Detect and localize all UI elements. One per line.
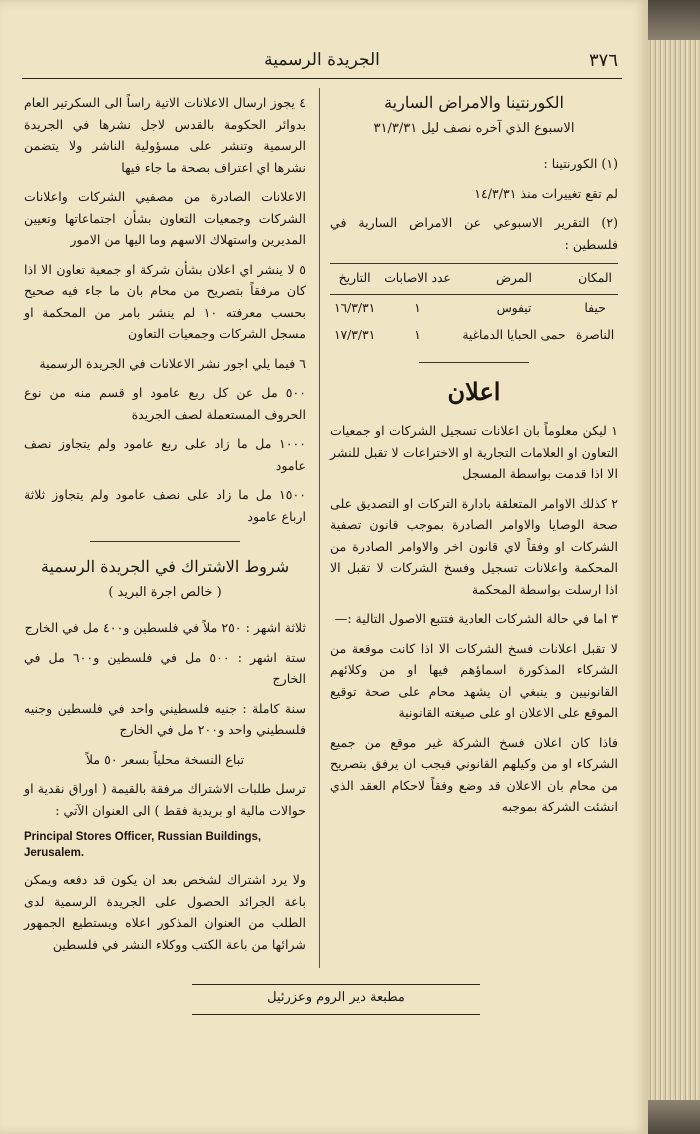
table-row [330, 294, 618, 322]
page-number: ٣٧٦ [588, 50, 618, 71]
table-cell: تيفوس [496, 300, 532, 315]
table-cell: ١٦/٣/٣١ [333, 300, 376, 315]
table-cell: الناصرة [575, 328, 615, 342]
quarantine-item2-text: (٢) التقرير الاسبوعي عن الامراض السارية في فلسطين : [330, 215, 618, 252]
right-column [330, 92, 618, 826]
page-header [22, 48, 622, 78]
book-edge-top [648, 0, 700, 40]
table-cell: حمى الحبايا الدماغية [462, 328, 566, 342]
disease-table [330, 263, 618, 350]
rate-line: ستة اشهر : ٥٠٠ مل في فلسطين و٦٠٠ مل في الخارج [24, 649, 306, 686]
table-header-cell: عدد الاصابات [379, 264, 456, 295]
rule-para6-title: ٦ فيما يلي اجور نشر الاعلانات في الجريدة الرسمية [39, 355, 306, 371]
announcement-para3-title: ٣ اما في حالة الشركات العادية فتتبع الاصول التالية :— [334, 611, 618, 626]
announcement-para3: لا تقبل اعلانات فسخ الشركات الا اذا كانت موقعة من الشركاء المذكورة اسماؤهم فيها او من وكلائهم القانونيين و ينبغي ان يشهد محام على صحة توقيع الموقع على الاعلان او على صيغته القانونية [330, 640, 618, 720]
rate-line: تباع النسخة محلياً بسعر ٥٠ ملاً [85, 751, 245, 767]
subscription-subtitle: ( خالص اجرة البريد ) [108, 584, 222, 600]
announcement-para4: فاذا كان اعلان فسخ الشركة غير موقع من جميع الشركاء او من وكيلهم القانوني فيجب ان يرفق بتصريح من محام بان الاعلان قد وضع وفقاً لاحكام العقد الذي انشئت الشركة بموجبه [330, 734, 618, 814]
section-divider [419, 362, 529, 363]
table-cell: ١ [414, 300, 421, 315]
header-rule [22, 78, 622, 79]
book-page-edges [648, 40, 700, 1100]
subscription-title: شروط الاشتراك في الجريدة الرسمية [40, 557, 290, 576]
left-column [24, 92, 306, 963]
rate-line: سنة كاملة : جنيه فلسطيني واحد في فلسطين وجنيه فلسطيني واحد و٢٠٠ مل في الخارج [24, 700, 306, 737]
address-english: Principal Stores Officer, Russian Buildings, Jerusalem. [24, 831, 262, 859]
announcement-title: اعلان [447, 376, 501, 406]
table-row [330, 322, 618, 350]
payment-text: ترسل طلبات الاشتراك مرفقة بالقيمة ( اوراق نقدية او حوالات مالية او بريدية فقط ) الى العنوان الآتي : [24, 781, 306, 818]
fee-line: ٥٠٠ مل عن كل ربع عامود او قسم منه من نوع الحروف المستعملة لصف الجريدة [24, 385, 306, 422]
rule-para4: ٤ يجوز ارسال الاعلانات الاتية راساً الى السكرتير العام بدوائر الحكومة بالقدس لاجل نشرها في الجريدة الرسمية وتنشر على مسؤولية الناشر ولا يتضمن نشرها اي اعتراف بصحة ما جاء فيها [24, 95, 306, 175]
table-header-cell: المرض [456, 264, 572, 295]
final-paragraph: ولا يرد اشتراك لشخص بعد ان يكون قد دفعه ويمكن باعة الجرائد الحصول على الجريدة الرسمية لدى الطلب من العنوان المذكور اعلاه ويستطيع الجمهور شرائها من باعة الكتب ووكلاء النشر في فلسطين [24, 872, 306, 952]
book-edge-bottom [648, 1100, 700, 1134]
footer-rule-top [192, 984, 480, 985]
rate-line: ثلاثة اشهر : ٢٥٠ ملاً في فلسطين و٤٠٠ مل في الخارج [24, 620, 306, 635]
announcement-para1: ١ ليكن معلوماً بان اعلانات تسجيل الشركات او جمعيات التعاون او العلامات التجارية او الاختراعات لا تقبل للنشر الا اذا قدمت بواسطة المسجل [330, 423, 618, 481]
quarantine-item1-text: لم تقع تغييرات منذ ١٤/٣/٣١ [474, 185, 618, 201]
table-header-cell: التاريخ [330, 264, 379, 295]
fee-line: ١٠٠٠ مل ما زاد على ربع عامود ولم يتجاوز نصف عامود [24, 436, 306, 473]
table-cell: ١ [414, 328, 421, 342]
table-header-cell: المكان [572, 264, 618, 295]
footer-rule-bottom [192, 1014, 480, 1015]
fee-line: ١٥٠٠ مل ما زاد على نصف عامود ولم يتجاوز ثلاثة ارباع عامود [24, 487, 306, 524]
section-divider [90, 541, 240, 542]
rule-para5: ٥ لا ينشر اي اعلان بشأن شركة او جمعية تعاون الا اذا كان مرفقاً بتصريح من محام بان ما جاء فيه صحيح بحسب معرفته ١٠ لم ينشر بامر من المحكمة او مسجل الشركات وجمعيات التعاون [24, 261, 306, 341]
quarantine-item1-label: (١) الكورنتينا : [543, 156, 618, 171]
printer-name: مطبعة دير الروم وعزرئيل [267, 990, 405, 1005]
quarantine-subtitle: الاسبوع الذي آخره نصف ليل ٣١/٣/٣١ [373, 120, 575, 136]
announcement-para2: ٢ كذلك الاوامر المتعلقة بادارة التركات او التصديق على صحة الوصايا والاوامر الصادرة بموجب قانون تصفية الشركات او وفقاً لاي قانون اخر والاوامر الصادرة من المحكمة واعلانات تسجيل وفسخ الشركات لا تقبل الا اذا ارسلت بواسطة المحكمة [330, 495, 618, 597]
quarantine-title: الكورنتينا والامراض السارية [384, 93, 564, 112]
table-cell: حيفا [584, 300, 606, 315]
table-cell: ١٧/٣/٣١ [333, 328, 376, 342]
paper-title: الجريدة الرسمية [264, 50, 380, 70]
rule-para4b: الاعلانات الصادرة من مصفيي الشركات واعلانات الشركات وجمعيات التعاون بشأن اجتماعاتها وتعيين المديرين واستهلاك الاسهم وما اليها من الامور [24, 189, 306, 247]
table-header-row [330, 264, 618, 295]
column-divider [319, 88, 320, 968]
